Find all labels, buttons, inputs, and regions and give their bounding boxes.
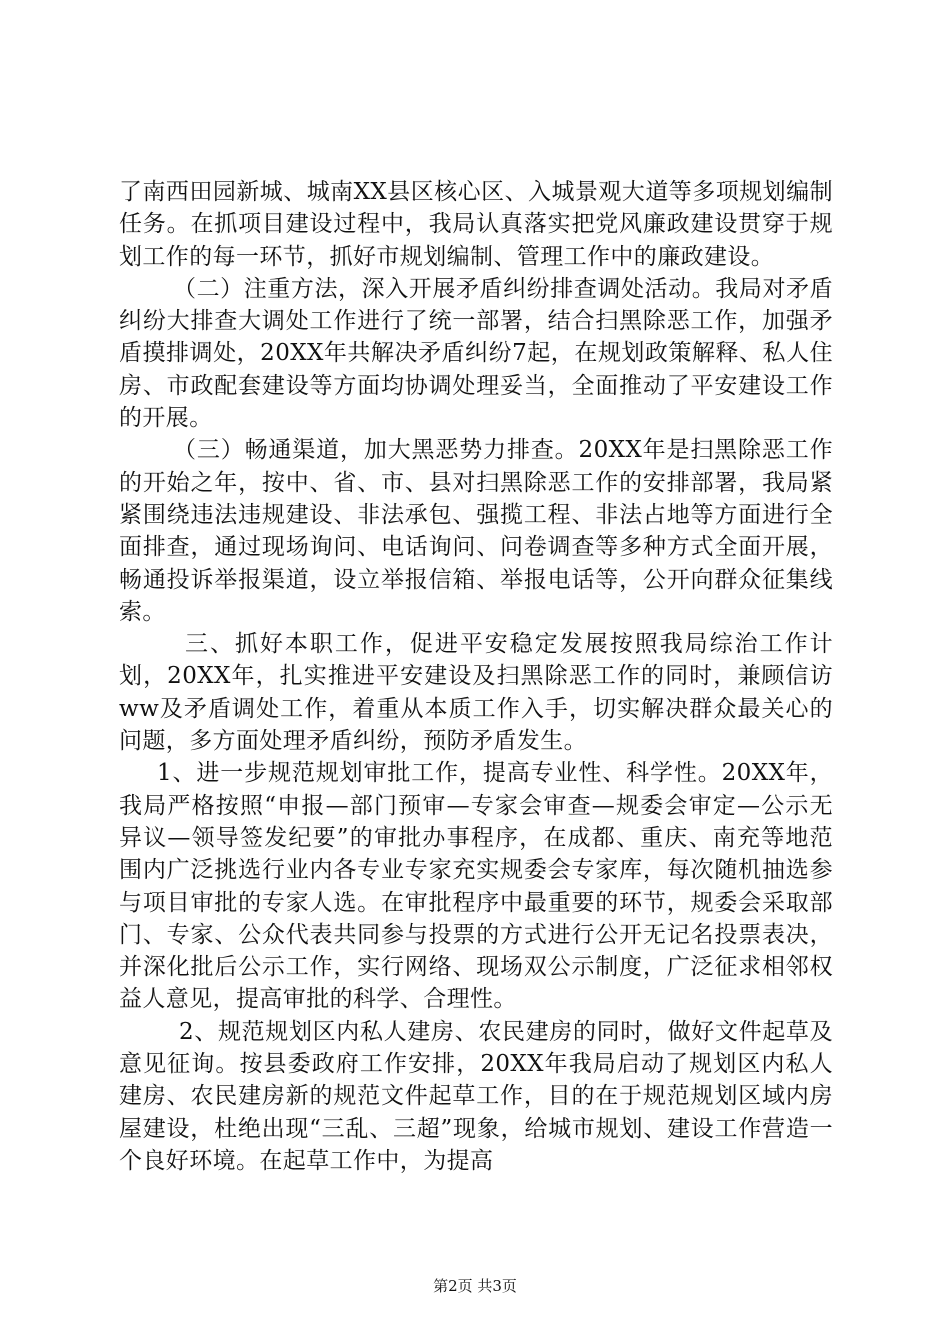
paragraph-continuation: 了南西田园新城、城南XX县区核心区、入城景观大道等多项规划编制任务。在抓项目建设过程中，我局认真落实把党风廉政建设贯穿于规划工作的每一环节，抓好市规划编制、管理工作中的廉政建设。 xyxy=(119,179,833,270)
page-footer: 第2页 共3页 xyxy=(433,1277,517,1295)
paragraph-section-2: （二）注重方法，深入开展矛盾纠纷排查调处活动。我局对矛盾纠纷大排查大调处工作进行了统一部署，结合扫黑除恶工作，加强矛盾摸排调处，20XX年共解决矛盾纠纷7起，在规划政策解释、私人住房、市政配套建设等方面均协调处理妥当，全面推动了平安建设工作的开展。 xyxy=(119,275,833,432)
paragraph-item-1: 1、进一步规范规划审批工作，提高专业性、科学性。20XX年，我局严格按照“申报—部门预审—专家会审查—规委会审定—公示无异议—领导签发纪要”的审批办事程序，在成都、重庆、南充等地范围内广泛挑选行业内各专业专家充实规委会专家库，每次随机抽选参与项目审批的专家人选。在审批程序中最重要的环节，规委会采取部门、专家、公众代表共同参与投票的方式进行公开无记名投票表决，并深化批后公示工作，实行网络、现场双公示制度，广泛征求相邻权益人意见，提高审批的科学、合理性。 xyxy=(119,760,833,1013)
paragraph-item-2: 2、规范规划区内私人建房、农民建房的同时，做好文件起草及意见征询。按县委政府工作安排，20XX年我局启动了规划区内私人建房、农民建房新的规范文件起草工作，目的在于规范规划区域内房屋建设，杜绝出现“三乱、三超”现象，给城市规划、建设工作营造一个良好环境。在起草工作中，为提高 xyxy=(119,1018,833,1174)
document-body xyxy=(119,176,833,1177)
paragraph-section-3: （三）畅通渠道，加大黑恶势力排查。20XX年是扫黑除恶工作的开始之年，按中、省、市、县对扫黑除恶工作的安排部署，我局紧紧围绕违法违规建设、非法承包、强揽工程、非法占地等方面进行全面排查，通过现场询问、电话询问、问卷调查等多种方式全面开展，畅通投诉举报渠道，设立举报信箱、举报电话等，公开向群众征集线索。 xyxy=(119,437,833,625)
paragraph-part-three: 三、抓好本职工作，促进平安稳定发展按照我局综治工作计划，20XX年，扎实推进平安建设及扫黑除恶工作的同时，兼顾信访ww及矛盾调处工作，着重从本质工作入手，切实解决群众最关心的问题，多方面处理矛盾纠纷，预防矛盾发生。 xyxy=(119,631,833,755)
